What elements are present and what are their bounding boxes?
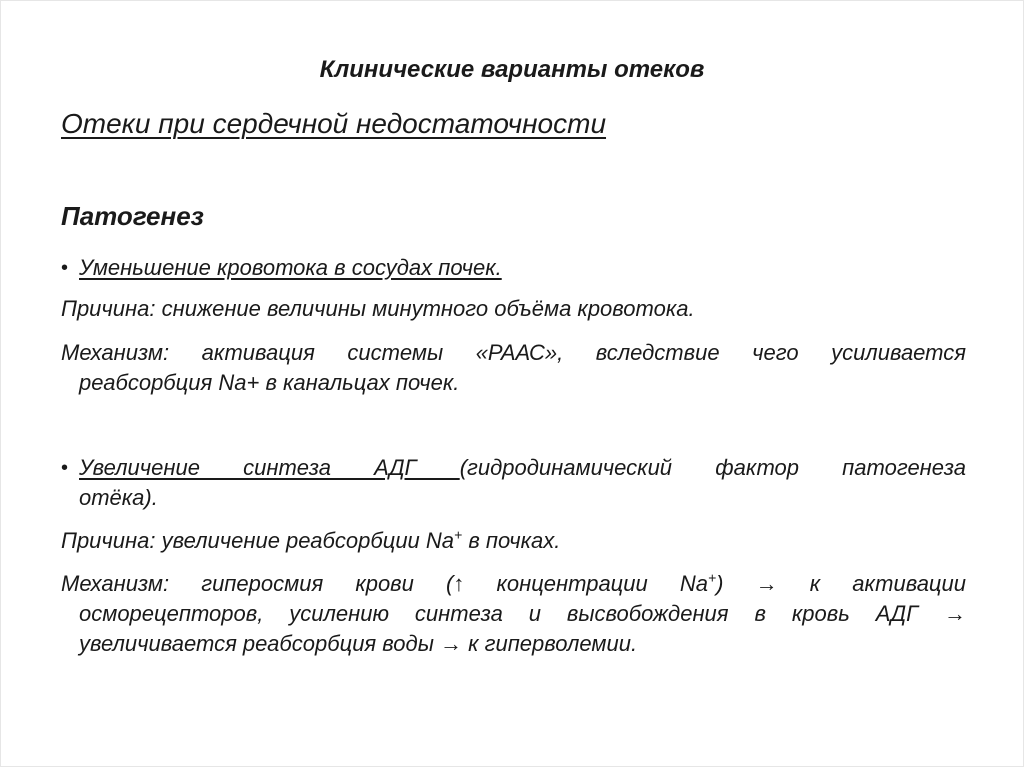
mechanism-2-line-1 xyxy=(61,569,966,599)
bullet-item-2 xyxy=(61,453,966,513)
bullet-1-text: Уменьшение кровотока в сосудах почек. xyxy=(79,255,502,280)
bullet-2-line-1 xyxy=(79,453,966,483)
cause-1: Причина: снижение величины минутного объёма кровотока. xyxy=(61,296,695,321)
mechanism-2-sup: + xyxy=(707,569,717,586)
bullet-icon: • xyxy=(61,257,69,279)
bullet-2-line-2: отёка). xyxy=(79,485,158,510)
cause-2-sup: + xyxy=(454,526,463,543)
mechanism-2-line-2: осморецепторов, усилению синтеза и высвобождения в кровь АДГ → xyxy=(79,601,966,626)
bullet-icon: • xyxy=(61,457,69,479)
mechanism-2-line-3: увеличивается реабсорбция воды → к гиперволемии. xyxy=(79,631,638,656)
section-heading: Патогенез xyxy=(61,201,204,231)
slide-subtitle: Отеки при сердечной недостаточности xyxy=(61,108,607,139)
slide-title: Клинические варианты отеков xyxy=(319,56,705,83)
bullet-2-line-1-rest: (гидродинамический фактор патогенеза xyxy=(459,455,966,480)
mechanism-1 xyxy=(61,338,966,398)
mechanism-1-line-2: реабсорбция Na+ в канальцах почек. xyxy=(79,370,460,395)
mechanism-1-line-1: Механизм: активация системы «РААС», вследствие чего усиливается xyxy=(61,340,966,365)
cause-2-after: в почках. xyxy=(462,528,561,553)
mechanism-2-line-1-after: ) → к активации xyxy=(716,571,966,596)
mechanism-2 xyxy=(61,569,966,659)
cause-2 xyxy=(61,526,966,556)
bullet-2-underlined: Увеличение синтеза АДГ xyxy=(79,455,460,480)
bullet-item-1 xyxy=(61,253,966,283)
bullet-2-text xyxy=(79,453,966,513)
mechanism-2-line-1-before: Механизм: гиперосмия крови (↑ концентрации Na xyxy=(61,571,708,596)
cause-2-before: Причина: увеличение реабсорбции Na xyxy=(61,528,455,553)
